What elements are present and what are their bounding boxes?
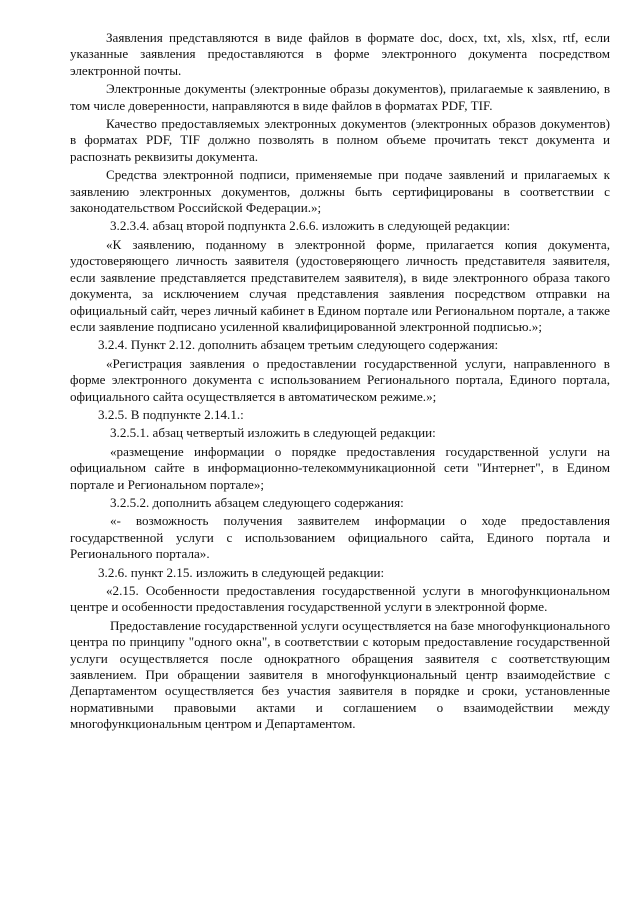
- paragraph-information-placement: «размещение информации о порядке предоставления государственной услуги на официальном сайте в информационно-телекоммуникационной сети "Интернет", в Едином портале и Региональном портале»;: [70, 443, 610, 492]
- paragraph-item-3-2-4: 3.2.4. Пункт 2.12. дополнить абзацем третьим следующего содержания:: [98, 337, 499, 353]
- paragraph-registration: «Регистрация заявления о предоставлении государственной услуги, направленного в форме электронного документа с использованием Регионального портала, Единого портала, официального сайта осуществляется в автоматическом режиме.»;: [70, 355, 610, 404]
- paragraph-item-3-2-5-2: 3.2.5.2. дополнить абзацем следующего содержания:: [110, 494, 404, 510]
- paragraph-one-window: Предоставление государственной услуги осуществляется на базе многофункционального центра по принципу "одного окна", в соответствии с которым предоставление государственной услуги осуществляется после однократного обращения заявителя с соответствующим заявлением. При обращении заявителя в многофункциональный центр взаимодействие с Департаментом осуществляется без участия заявителя в порядке и сроки, установленные нормативными правовыми актами и соглашением о взаимодействии между многофункциональным центром и Департаментом.: [70, 617, 610, 732]
- paragraph-item-3-2-5: 3.2.5. В подпункте 2.14.1.:: [98, 406, 244, 422]
- paragraph-file-formats: Заявления представляются в виде файлов в формате doc, docx, txt, xls, xlsx, rtf, если указанные заявления предоставляются в форме электронного документа посредством электронной почты.: [70, 30, 610, 78]
- paragraph-progress-information: «- возможность получения заявителем информации о ходе предоставления государственной услуги с использованием официального сайта, Единого портала и Регионального портала».: [70, 513, 610, 562]
- paragraph-section-2-15: «2.15. Особенности предоставления государственной услуги в многофункциональном центре и особенности предоставления государственной услуги в электронной форме.: [70, 583, 610, 615]
- paragraph-item-3-2-3-4: 3.2.3.4. абзац второй подпункта 2.6.6. изложить в следующей редакции:: [110, 218, 511, 234]
- paragraph-electronic-signature: Средства электронной подписи, применяемые при подаче заявлений и прилагаемых к заявлению электронных документов, должны быть сертифицированы в соответствии с законодательством Российской Федерации.»;: [70, 167, 610, 216]
- paragraph-document-quality: Качество предоставляемых электронных документов (электронных образов документов) в форматах PDF, TIF должно позволять в полном объеме прочитать текст документа и распознать реквизиты документа.: [70, 116, 610, 164]
- paragraph-item-3-2-5-1: 3.2.5.1. абзац четвертый изложить в следующей редакции:: [110, 425, 436, 441]
- paragraph-identity-document: «К заявлению, поданному в электронной форме, прилагается копия документа, удостоверяющего личность заявителя (удостоверяющего личность представителя заявителя, если заявление представляется представителем заявителя), в виде электронного образа такого документа, за исключением случая представления заявления посредством отправки на официальный сайт, через личный кабинет в Едином портале или Региональном портале, а также если заявление подписано усиленной квалифицированной электронной подписью.»;: [70, 236, 610, 334]
- paragraph-attached-documents: Электронные документы (электронные образы документов), прилагаемые к заявлению, в том числе доверенности, направляются в виде файлов в форматах PDF, TIF.: [70, 81, 610, 113]
- paragraph-item-3-2-6: 3.2.6. пункт 2.15. изложить в следующей редакции:: [98, 564, 385, 580]
